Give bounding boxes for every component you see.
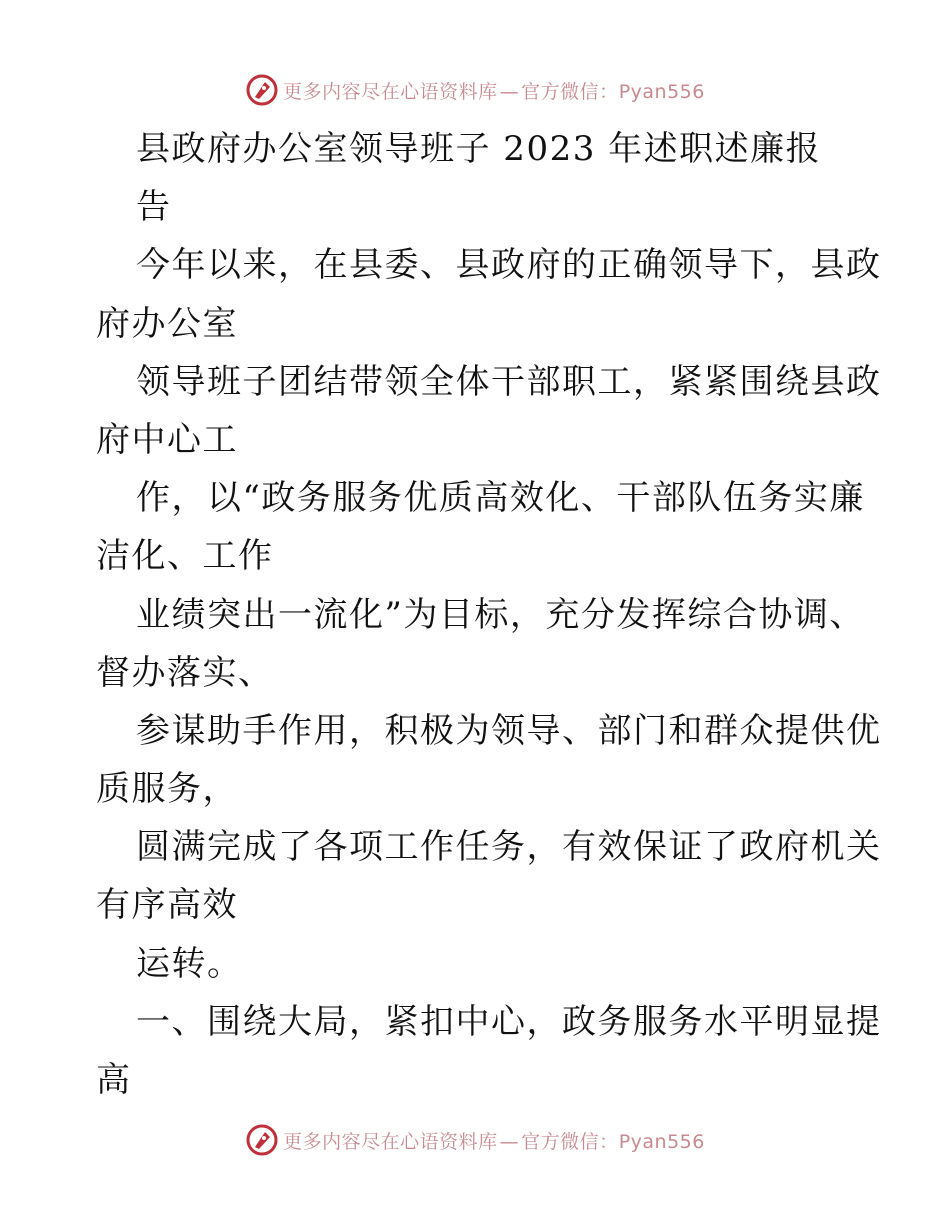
paragraph-line: 质服务， — [96, 769, 238, 810]
watermark-text: 更多内容尽在心语资料库 — 官方微信：Pyan556 — [283, 1130, 705, 1153]
doc-title-line-2: 告 — [136, 187, 172, 228]
paragraph-line: 参谋助手作用，积极为领导、部门和群众提供优 — [136, 710, 882, 751]
paragraph-line: 运转。 — [136, 943, 243, 984]
pen-nib-logo-icon — [245, 73, 279, 107]
watermark-text: 更多内容尽在心语资料库 — 官方微信：Pyan556 — [283, 80, 705, 103]
pen-nib-logo-icon — [245, 1123, 279, 1157]
paragraph-line: 圆满完成了各项工作任务，有效保证了政府机关 — [136, 827, 882, 868]
doc-title-line-1: 县政府办公室领导班子 2023 年述职述廉报 — [136, 129, 822, 169]
paragraph-line: 洁化、工作 — [96, 536, 274, 577]
paragraph-line: 业绩突出一流化”为目标，充分发挥综合协调、 — [136, 594, 865, 635]
paragraph-line: 领导班子团结带领全体干部职工，紧紧围绕县政 — [136, 361, 882, 402]
document-body — [96, 120, 882, 1109]
paragraph-line: 有序高效 — [96, 885, 238, 926]
paragraph-line: 督办落实、 — [96, 652, 274, 693]
paragraph-line: 府办公室 — [96, 303, 238, 344]
paragraph-line: 作，以“政务服务优质高效化、干部队伍务实廉 — [136, 478, 865, 519]
section-heading-line: 一、围绕大局，紧扣中心，政务服务水平明显提 — [136, 1001, 882, 1042]
section-heading-line: 高 — [96, 1060, 132, 1100]
watermark-banner-bottom — [0, 1120, 950, 1160]
paragraph-line: 今年以来，在县委、县政府的正确领导下，县政 — [136, 245, 882, 286]
watermark-banner-top — [0, 70, 950, 110]
paragraph-line: 府中心工 — [96, 419, 238, 460]
